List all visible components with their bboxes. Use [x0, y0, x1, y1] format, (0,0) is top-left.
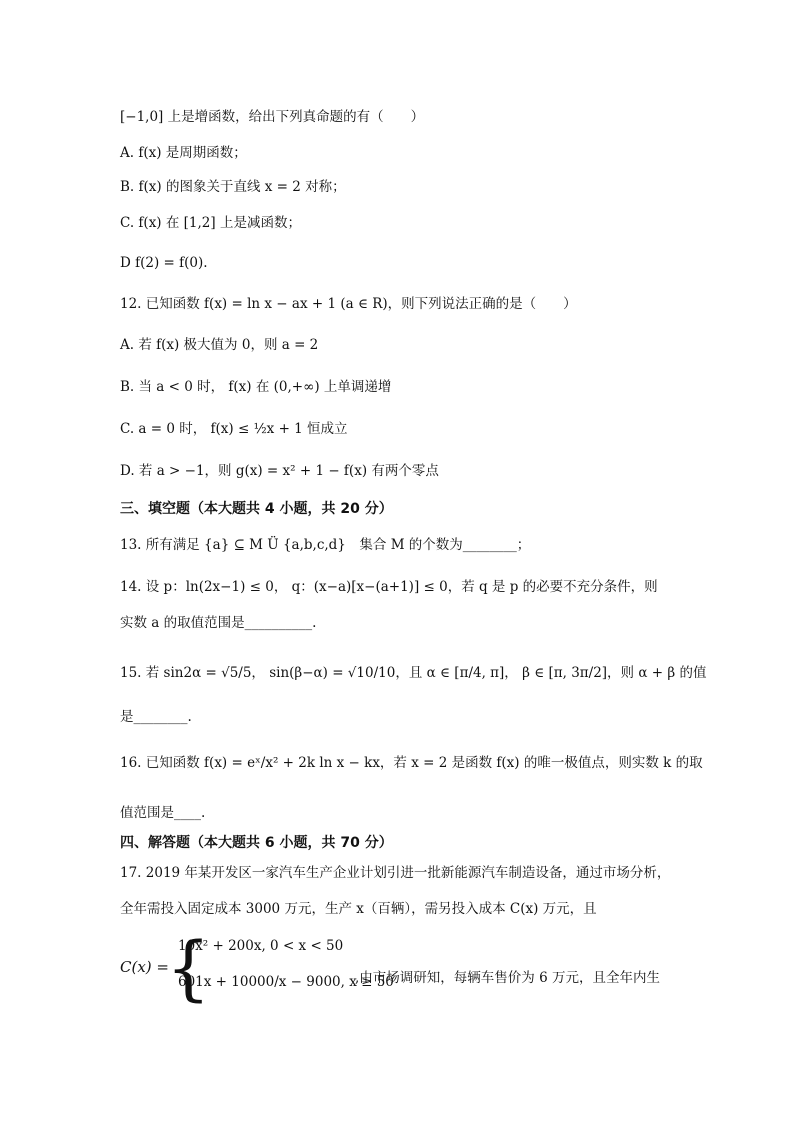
piecewise-function	[120, 928, 680, 1012]
option-d-2: D. 若 a > −1，则 g(x) = x² + 1 − f(x) 有两个零点	[120, 463, 439, 479]
question-17-tail: ,由市场调研知，每辆车售价为 6 万元，且全年内生	[355, 970, 660, 986]
question-12: 12. 已知函数 f(x) = ln x − ax + 1 (a ∈ R)，则下列说法正确的是（ ）	[120, 296, 577, 312]
question-14-cont: 实数 a 的取值范围是__________.	[120, 615, 317, 631]
option-d-1: D f(2) = f(0).	[120, 255, 208, 271]
piecewise-brace: {	[166, 927, 211, 1009]
question-14: 14. 设 p：ln(2x−1) ≤ 0， q：(x−a)[x−(a+1)] ≤ 0，若 q 是 p 的必要不充分条件，则	[120, 579, 658, 595]
question-17: 17. 2019 年某开发区一家汽车生产企业计划引进一批新能源汽车制造设备，通过市场分析，	[120, 865, 671, 881]
question-16: 16. 已知函数 f(x) = eˣ/x² + 2k ln x − kx，若 x = 2 是函数 f(x) 的唯一极值点，则实数 k 的取	[120, 755, 703, 771]
question-16-cont: 值范围是____.	[120, 805, 206, 821]
question-13: 13. 所有满足 {a} ⊆ M Ü {a,b,c,d} 集合 M 的个数为________；	[120, 537, 531, 553]
option-a-1: A. f(x) 是周期函数；	[120, 145, 247, 161]
section-heading-3: 三、填空题（本大题共 4 小题，共 20 分）	[120, 501, 393, 517]
option-b-2: B. 当 a < 0 时， f(x) 在 (0,+∞) 上单调递增	[120, 379, 392, 395]
option-c-1: C. f(x) 在 [1,2] 上是减函数；	[120, 215, 301, 231]
option-a-2: A. 若 f(x) 极大值为 0，则 a = 2	[120, 337, 319, 353]
option-b-1: B. f(x) 的图象关于直线 x = 2 对称；	[120, 179, 346, 195]
piecewise-row-1: 10x² + 200x, 0 < x < 50	[178, 938, 344, 954]
piecewise-row-2: 601x + 10000/x − 9000, x ≥ 50	[178, 974, 394, 990]
option-c-2: C. a = 0 时， f(x) ≤ ½x + 1 恒成立	[120, 421, 348, 437]
text-line-1: [−1,0] 上是增函数，给出下列真命题的有（ ）	[120, 109, 425, 125]
section-heading-4: 四、解答题（本大题共 6 小题，共 70 分）	[120, 835, 393, 851]
question-17-cont: 全年需投入固定成本 3000 万元，生产 x（百辆），需另投入成本 C(x) 万元，且	[120, 901, 597, 917]
cost-function-label: C(x) =	[120, 958, 169, 976]
question-15-cont: 是________.	[120, 709, 192, 725]
question-15: 15. 若 sin2α = √5/5， sin(β−α) = √10/10，且 α ∈ [π/4, π]， β ∈ [π, 3π/2]，则 α + β 的值	[120, 665, 707, 681]
